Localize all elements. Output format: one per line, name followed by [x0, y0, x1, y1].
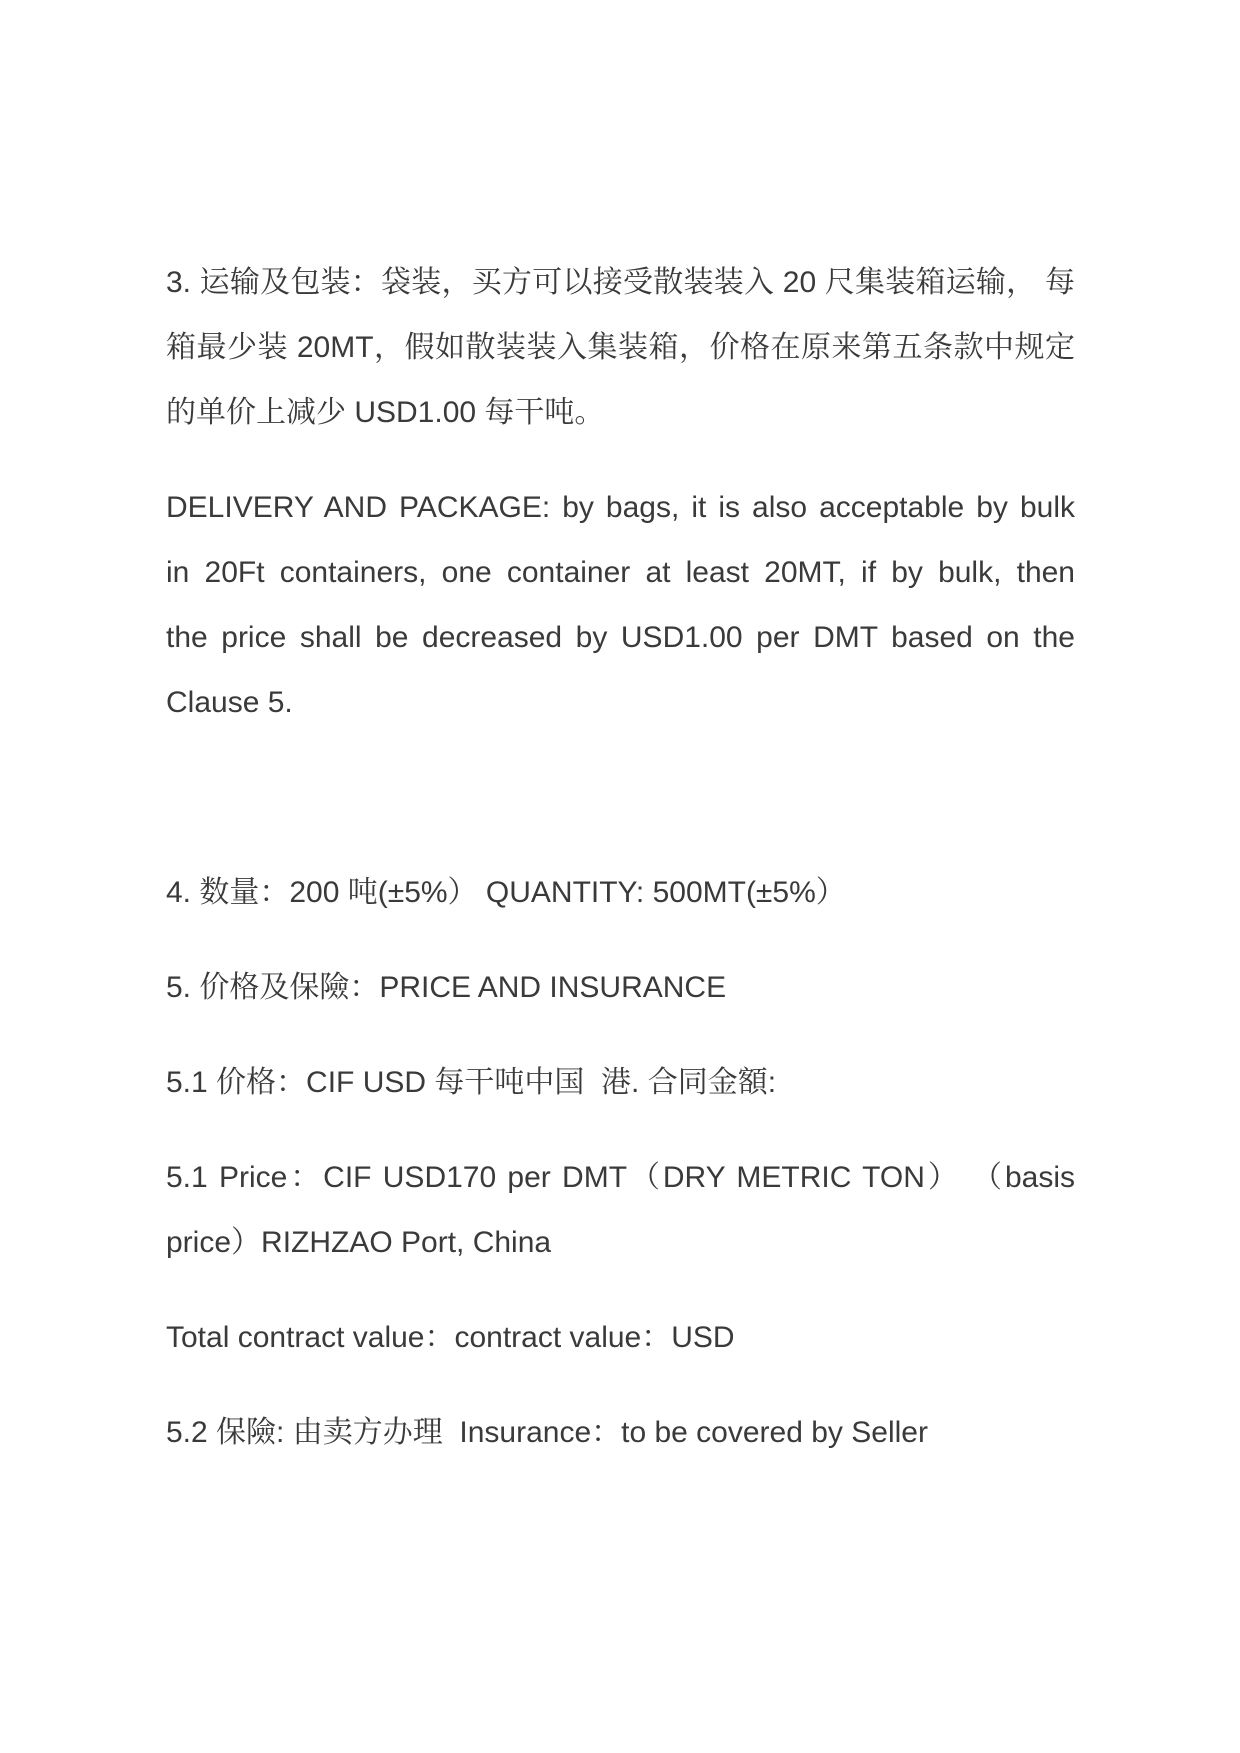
- clause-5-1-zh-line-1: 5.1 价格：CIF USD 每干吨中国 港. 合同金額:: [166, 1066, 777, 1099]
- clause-3-zh-line-2: 箱最少装 20MT，假如散装装入集装箱，价格在原来第五条款中规定: [166, 331, 1075, 364]
- paragraph-clause-5-1-en: [166, 1145, 1075, 1275]
- clause-4-line-1: 4. 数量：200 吨(±5%） QUANTITY: 500MT(±5%）: [166, 876, 846, 909]
- paragraph-clause-5-2: [166, 1400, 1075, 1465]
- paragraph-clause-5-1-zh: [166, 1050, 1075, 1115]
- paragraph-clause-3-zh: [166, 250, 1075, 445]
- total-contract-value-line-1: Total contract value：contract value：USD: [166, 1321, 735, 1354]
- clause-3-en-line-2: in 20Ft containers, one container at least 20MT, if by bulk, then: [166, 556, 1075, 589]
- blank-paragraph: [166, 765, 1075, 860]
- clause-3-en-line-4: Clause 5.: [166, 686, 293, 719]
- paragraph-clause-4: [166, 860, 1075, 925]
- paragraph-clause-5-heading: [166, 955, 1075, 1020]
- clause-5-heading-line-1: 5. 价格及保險：PRICE AND INSURANCE: [166, 971, 727, 1004]
- clause-5-1-en-line-1: 5.1 Price：CIF USD170 per DMT（DRY METRIC TON） （basis: [166, 1161, 1075, 1194]
- clause-3-en-line-1: DELIVERY AND PACKAGE: by bags, it is also acceptable by bulk: [166, 491, 1075, 524]
- clause-3-zh-line-1: 3. 运输及包装：袋装，买方可以接受散装装入 20 尺集装箱运输， 每: [166, 266, 1075, 299]
- clause-5-1-en-line-2: price）RIZHZAO Port, China: [166, 1226, 552, 1259]
- clause-5-2-line-1: 5.2 保險: 由卖方办理 Insurance：to be covered by Seller: [166, 1416, 928, 1449]
- paragraph-total-contract-value: [166, 1305, 1075, 1370]
- clause-3-en-line-3: the price shall be decreased by USD1.00 per DMT based on the: [166, 621, 1075, 654]
- paragraph-clause-3-en: [166, 475, 1075, 735]
- clause-3-zh-line-3: 的单价上减少 USD1.00 每干吨。: [166, 396, 605, 429]
